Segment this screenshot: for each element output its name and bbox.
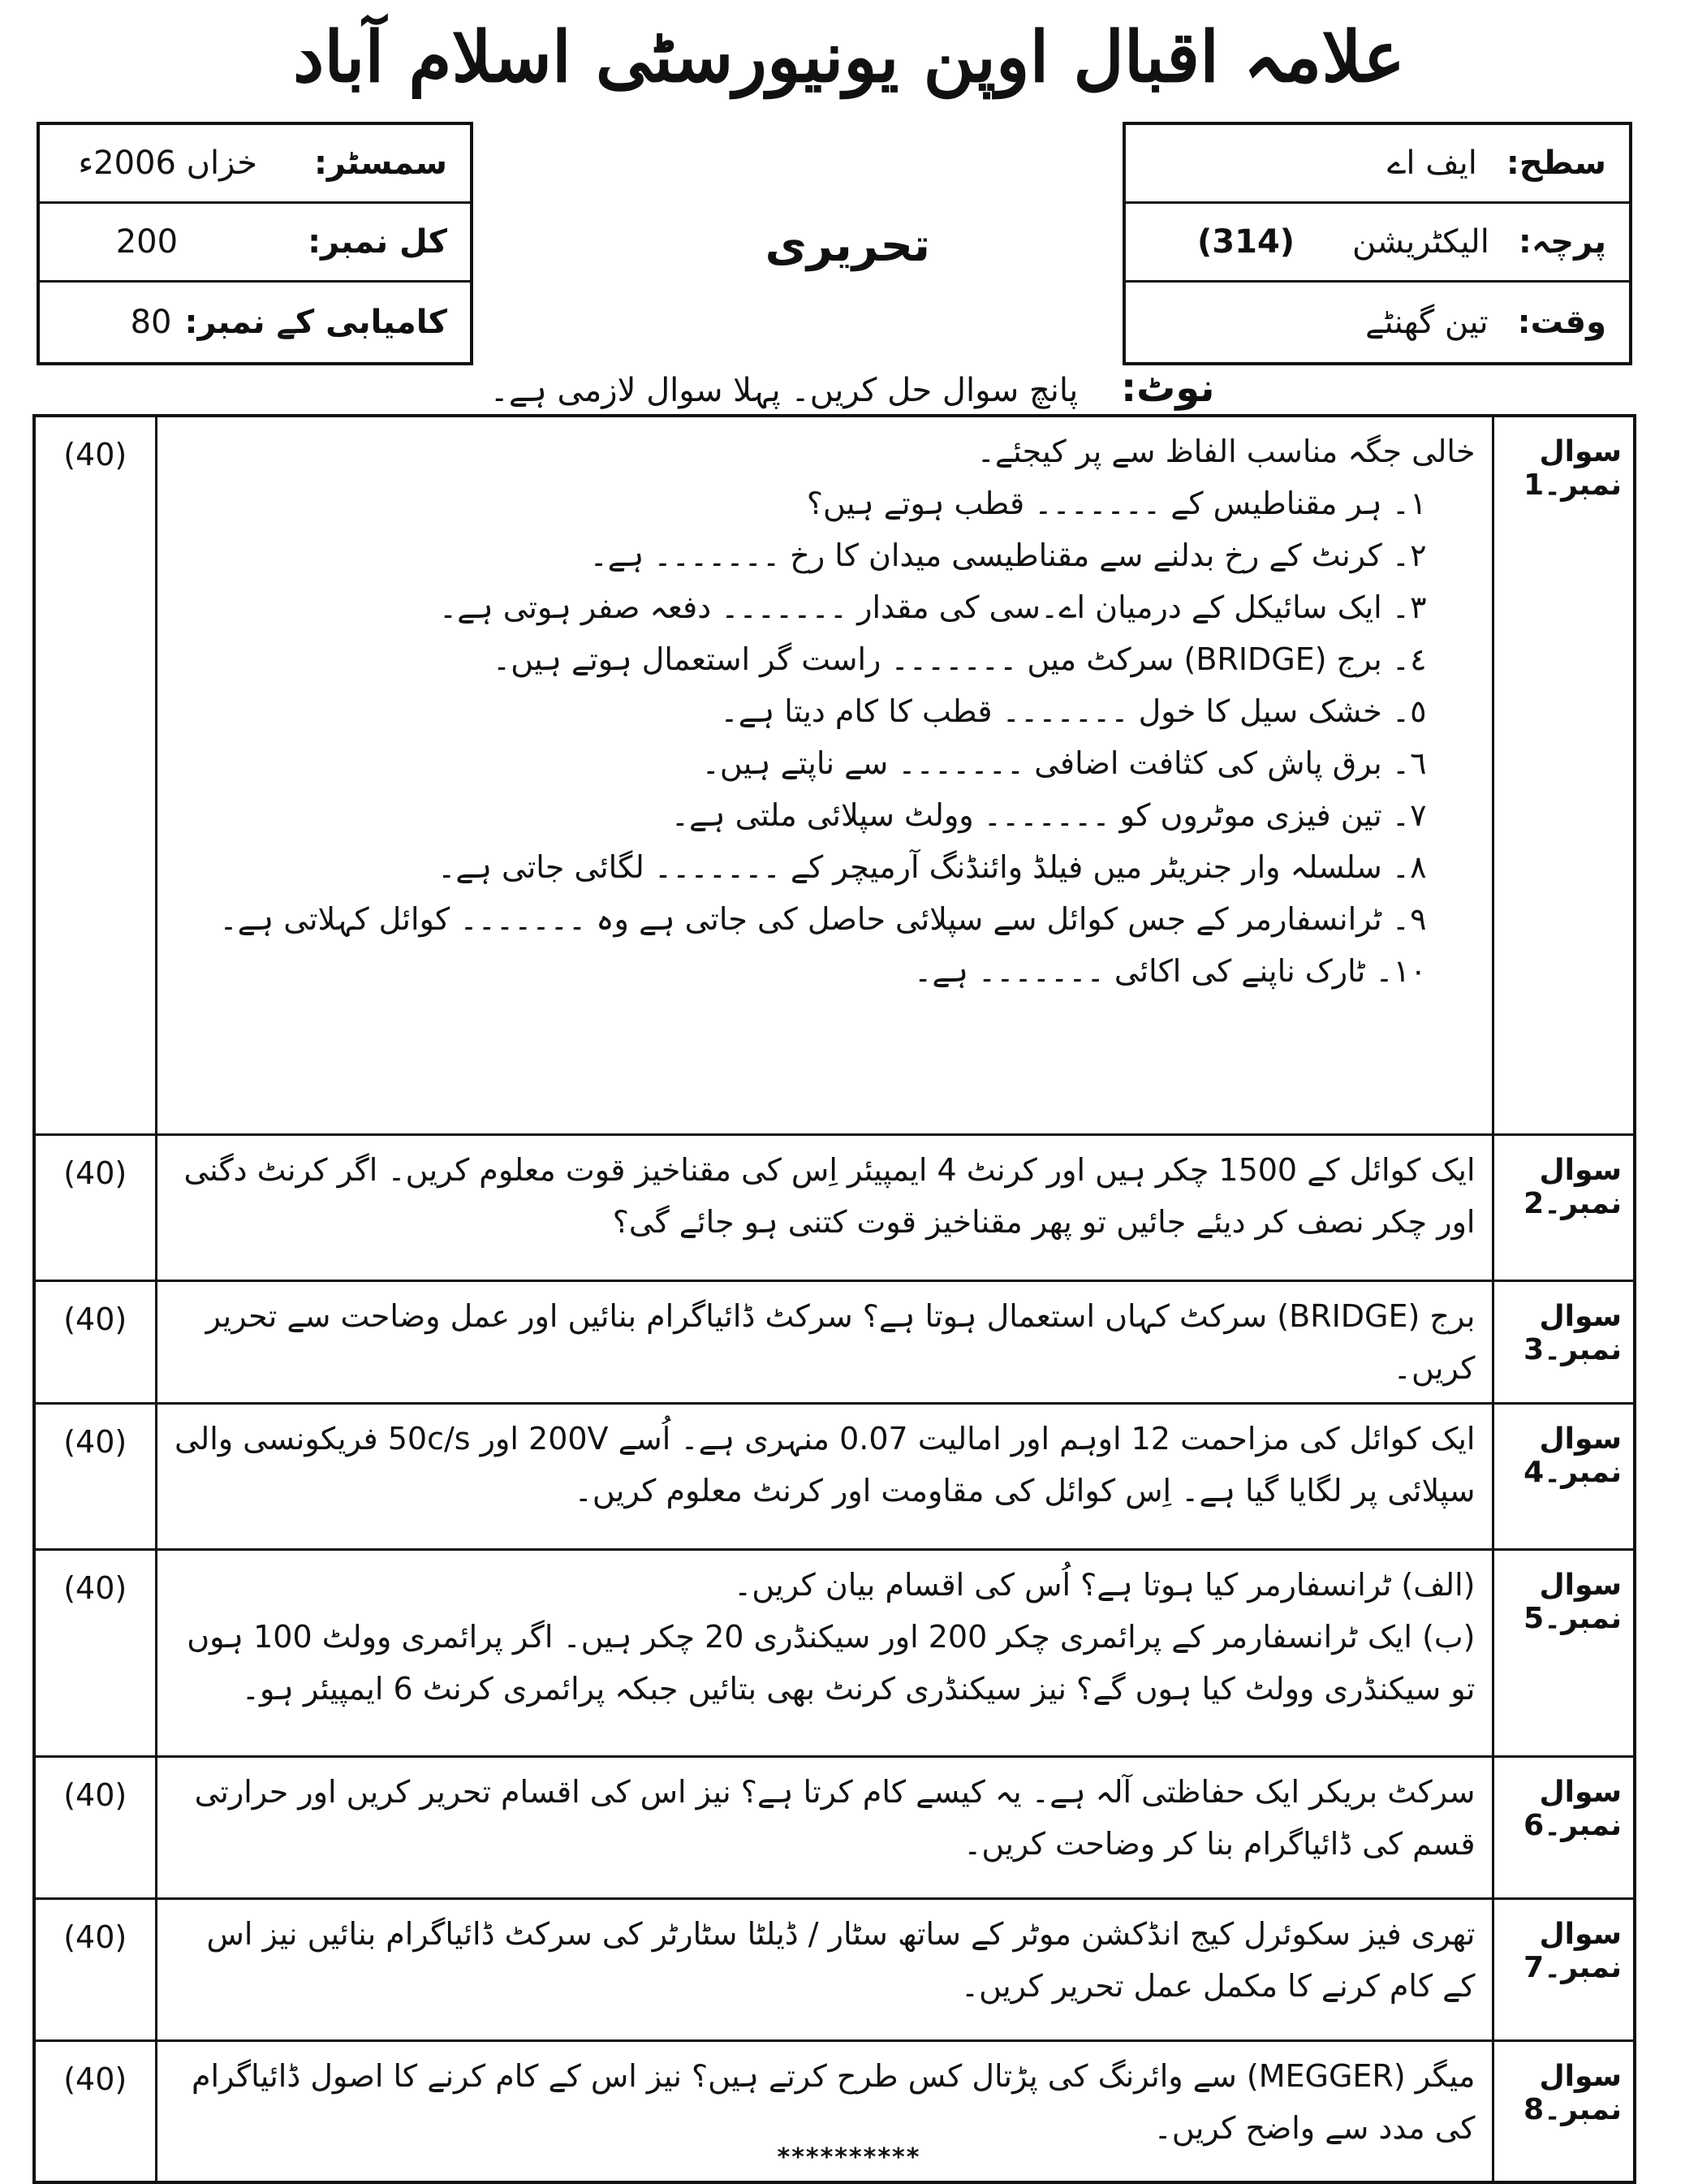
question-row-6	[34, 1756, 1635, 1898]
question-text: برج (BRIDGE) سرکٹ کہاں استعمال ہوتا ہے؟ سرکٹ ڈائیاگرام بنائیں اور عمل وضاحت سے تحریر کریں۔	[156, 1280, 1493, 1403]
time-label: وقت:	[1517, 303, 1606, 341]
question-number: سوال نمبر۔6	[1493, 1756, 1635, 1898]
note-label: نوٹ:	[1120, 365, 1215, 411]
question-row-3	[34, 1280, 1635, 1403]
university-title: علامہ اقبال اوپن یونیورسٹی اسلام آباد	[293, 16, 1405, 98]
question-number: سوال نمبر۔3	[1493, 1280, 1635, 1403]
exam-type-label: تحریری	[765, 219, 930, 272]
level-value: ایف اے	[1386, 145, 1477, 182]
end-of-paper-marker: **********	[777, 2143, 921, 2172]
paper-row	[1126, 204, 1629, 283]
blank-item: ٧۔ تین فیزی موٹروں کو ۔۔۔۔۔۔۔ وولٹ سپلائی ملتی ہے۔	[670, 797, 1427, 833]
question-number: سوال نمبر۔5	[1493, 1549, 1635, 1756]
question-row-2	[34, 1134, 1635, 1280]
question-number: سوال نمبر۔4	[1493, 1403, 1635, 1549]
question-1-heading: خالی جگہ مناسب الفاظ سے پر کیجئے۔	[976, 434, 1476, 469]
question-number: سوال نمبر۔8	[1493, 2040, 1635, 2182]
time-row	[1126, 283, 1629, 361]
question-text: میگر (MEGGER) سے وائرنگ کی پڑتال کس طرح کرتے ہیں؟ نیز اس کے کام کرنے کا اصول ڈائیاگرام کی مدد سے واضح کریں۔	[156, 2040, 1493, 2182]
blank-item: ١٠۔ ٹارک ناپنے کی اکائی ۔۔۔۔۔۔۔ ہے۔	[914, 953, 1427, 989]
pass-marks-value: 80	[130, 303, 172, 341]
blank-item: ٦۔ برق پاش کی کثافت اضافی ۔۔۔۔۔۔۔ سے ناپتے ہیں۔	[701, 745, 1427, 781]
blank-item: ٣۔ ایک سائیکل کے درمیان اے۔سی کی مقدار ۔۔۔۔۔۔۔ دفعہ صفر ہوتی ہے۔	[438, 589, 1427, 625]
semester-label: سمسٹر:	[313, 145, 447, 182]
question-text	[156, 1549, 1493, 1756]
question-text: سرکٹ بریکر ایک حفاظتی آلہ ہے۔ یہ کیسے کام کرتا ہے؟ نیز اس کی اقسام تحریر کریں اور حرارتی قسم کی ڈائیاگرام بنا کر وضاحت کریں۔	[156, 1756, 1493, 1898]
question-marks: (40)	[34, 1134, 156, 1280]
question-marks: (40)	[34, 1549, 156, 1756]
question-number: سوال نمبر۔1	[1493, 416, 1635, 1134]
time-value: تین گھنٹے	[1365, 303, 1489, 341]
question-row-1	[34, 416, 1635, 1134]
question-marks: (40)	[34, 1898, 156, 2040]
question-number: سوال نمبر۔7	[1493, 1898, 1635, 2040]
blank-item: ٢۔ کرنٹ کے رخ بدلنے سے مقناطیسی میدان کا رخ ۔۔۔۔۔۔۔ ہے۔	[589, 537, 1427, 573]
instruction-note	[406, 365, 1299, 411]
question-marks: (40)	[34, 1403, 156, 1549]
question-part-b: (ب) ایک ٹرانسفارمر کے پرائمری چکر 200 اور سیکنڈری 20 چکر ہیں۔ اگر پرائمری وولٹ 100 ہوں تو سیکنڈری وولٹ کیا ہوں گے؟ نیز سیکنڈری کرنٹ بھی بتائیں جبکہ پرائمری کرنٹ 6 ایمپیئر ہو۔	[187, 1618, 1476, 1707]
level-row	[1126, 125, 1629, 204]
paper-value: الیکٹریشن	[1351, 223, 1489, 261]
total-marks-label: کل نمبر:	[308, 223, 447, 261]
note-text: پانچ سوال حل کریں۔ پہلا سوال لازمی ہے۔	[489, 372, 1079, 409]
total-marks-value: 200	[115, 223, 179, 261]
semester-value: خزاں 2006ء	[78, 145, 257, 182]
question-text: ایک کوائل کی مزاحمت 12 اوہم اور امالیت 0.07 منہری ہے۔ اُسے 200V اور 50c/s فریکونسی والی سپلائی پر لگایا گیا ہے۔ اِس کوائل کی مقاومت اور کرنٹ معلوم کریں۔	[156, 1403, 1493, 1549]
questions-table	[32, 414, 1636, 2184]
question-marks: (40)	[34, 2040, 156, 2182]
question-row-5	[34, 1549, 1635, 1756]
question-text: تھری فیز سکوئرل کیج انڈکشن موٹر کے ساتھ سٹار / ڈیلٹا سٹارٹر کی سرکٹ ڈائیاگرام بنائیں نیز اس کے کام کرنے کا مکمل عمل تحریر کریں۔	[156, 1898, 1493, 2040]
question-text: ایک کوائل کے 1500 چکر ہیں اور کرنٹ 4 ایمپیئر اِس کی مقناخیز قوت معلوم کریں۔ اگر کرنٹ دگنی اور چکر نصف کر دیئے جائیں تو پھر مقناخیز قوت کتنی ہو جائے گی؟	[156, 1134, 1493, 1280]
blank-item: ٤۔ برج (BRIDGE) سرکٹ میں ۔۔۔۔۔۔۔ راست گر استعمال ہوتے ہیں۔	[492, 641, 1427, 677]
paper-info-box	[1123, 122, 1632, 365]
semester-row	[40, 125, 470, 204]
question-part-a: (الف) ٹرانسفارمر کیا ہوتا ہے؟ اُس کی اقسام بیان کریں۔	[733, 1566, 1476, 1603]
question-marks: (40)	[34, 416, 156, 1134]
question-row-7	[34, 1898, 1635, 2040]
level-label: سطح:	[1506, 145, 1606, 182]
total-marks-row	[40, 204, 470, 283]
question-row-4	[34, 1403, 1635, 1549]
blank-item: ٩۔ ٹرانسفارمر کے جس کوائل سے سپلائی حاصل کی جاتی ہے وہ ۔۔۔۔۔۔۔ کوائل کہلاتی ہے۔	[219, 901, 1427, 937]
paper-label: پرچہ:	[1518, 223, 1606, 261]
blank-item: ٥۔ خشک سیل کا خول ۔۔۔۔۔۔۔ قطب کا کام دیتا ہے۔	[720, 693, 1427, 729]
paper-code: (314)	[1197, 223, 1295, 261]
pass-marks-label: کامیابی کے نمبر:	[184, 303, 447, 341]
blank-item: ١۔ ہر مقناطیس کے ۔۔۔۔۔۔۔ قطب ہوتے ہیں؟	[806, 486, 1427, 521]
pass-marks-row	[40, 283, 470, 361]
question-number: سوال نمبر۔2	[1493, 1134, 1635, 1280]
question-marks: (40)	[34, 1280, 156, 1403]
blank-item: ٨۔ سلسلہ وار جنریٹر میں فیلڈ وائنڈنگ آرمیچر کے ۔۔۔۔۔۔۔ لگائی جاتی ہے۔	[437, 849, 1427, 885]
question-text	[156, 416, 1493, 1134]
question-marks: (40)	[34, 1756, 156, 1898]
exam-info-box	[37, 122, 473, 365]
